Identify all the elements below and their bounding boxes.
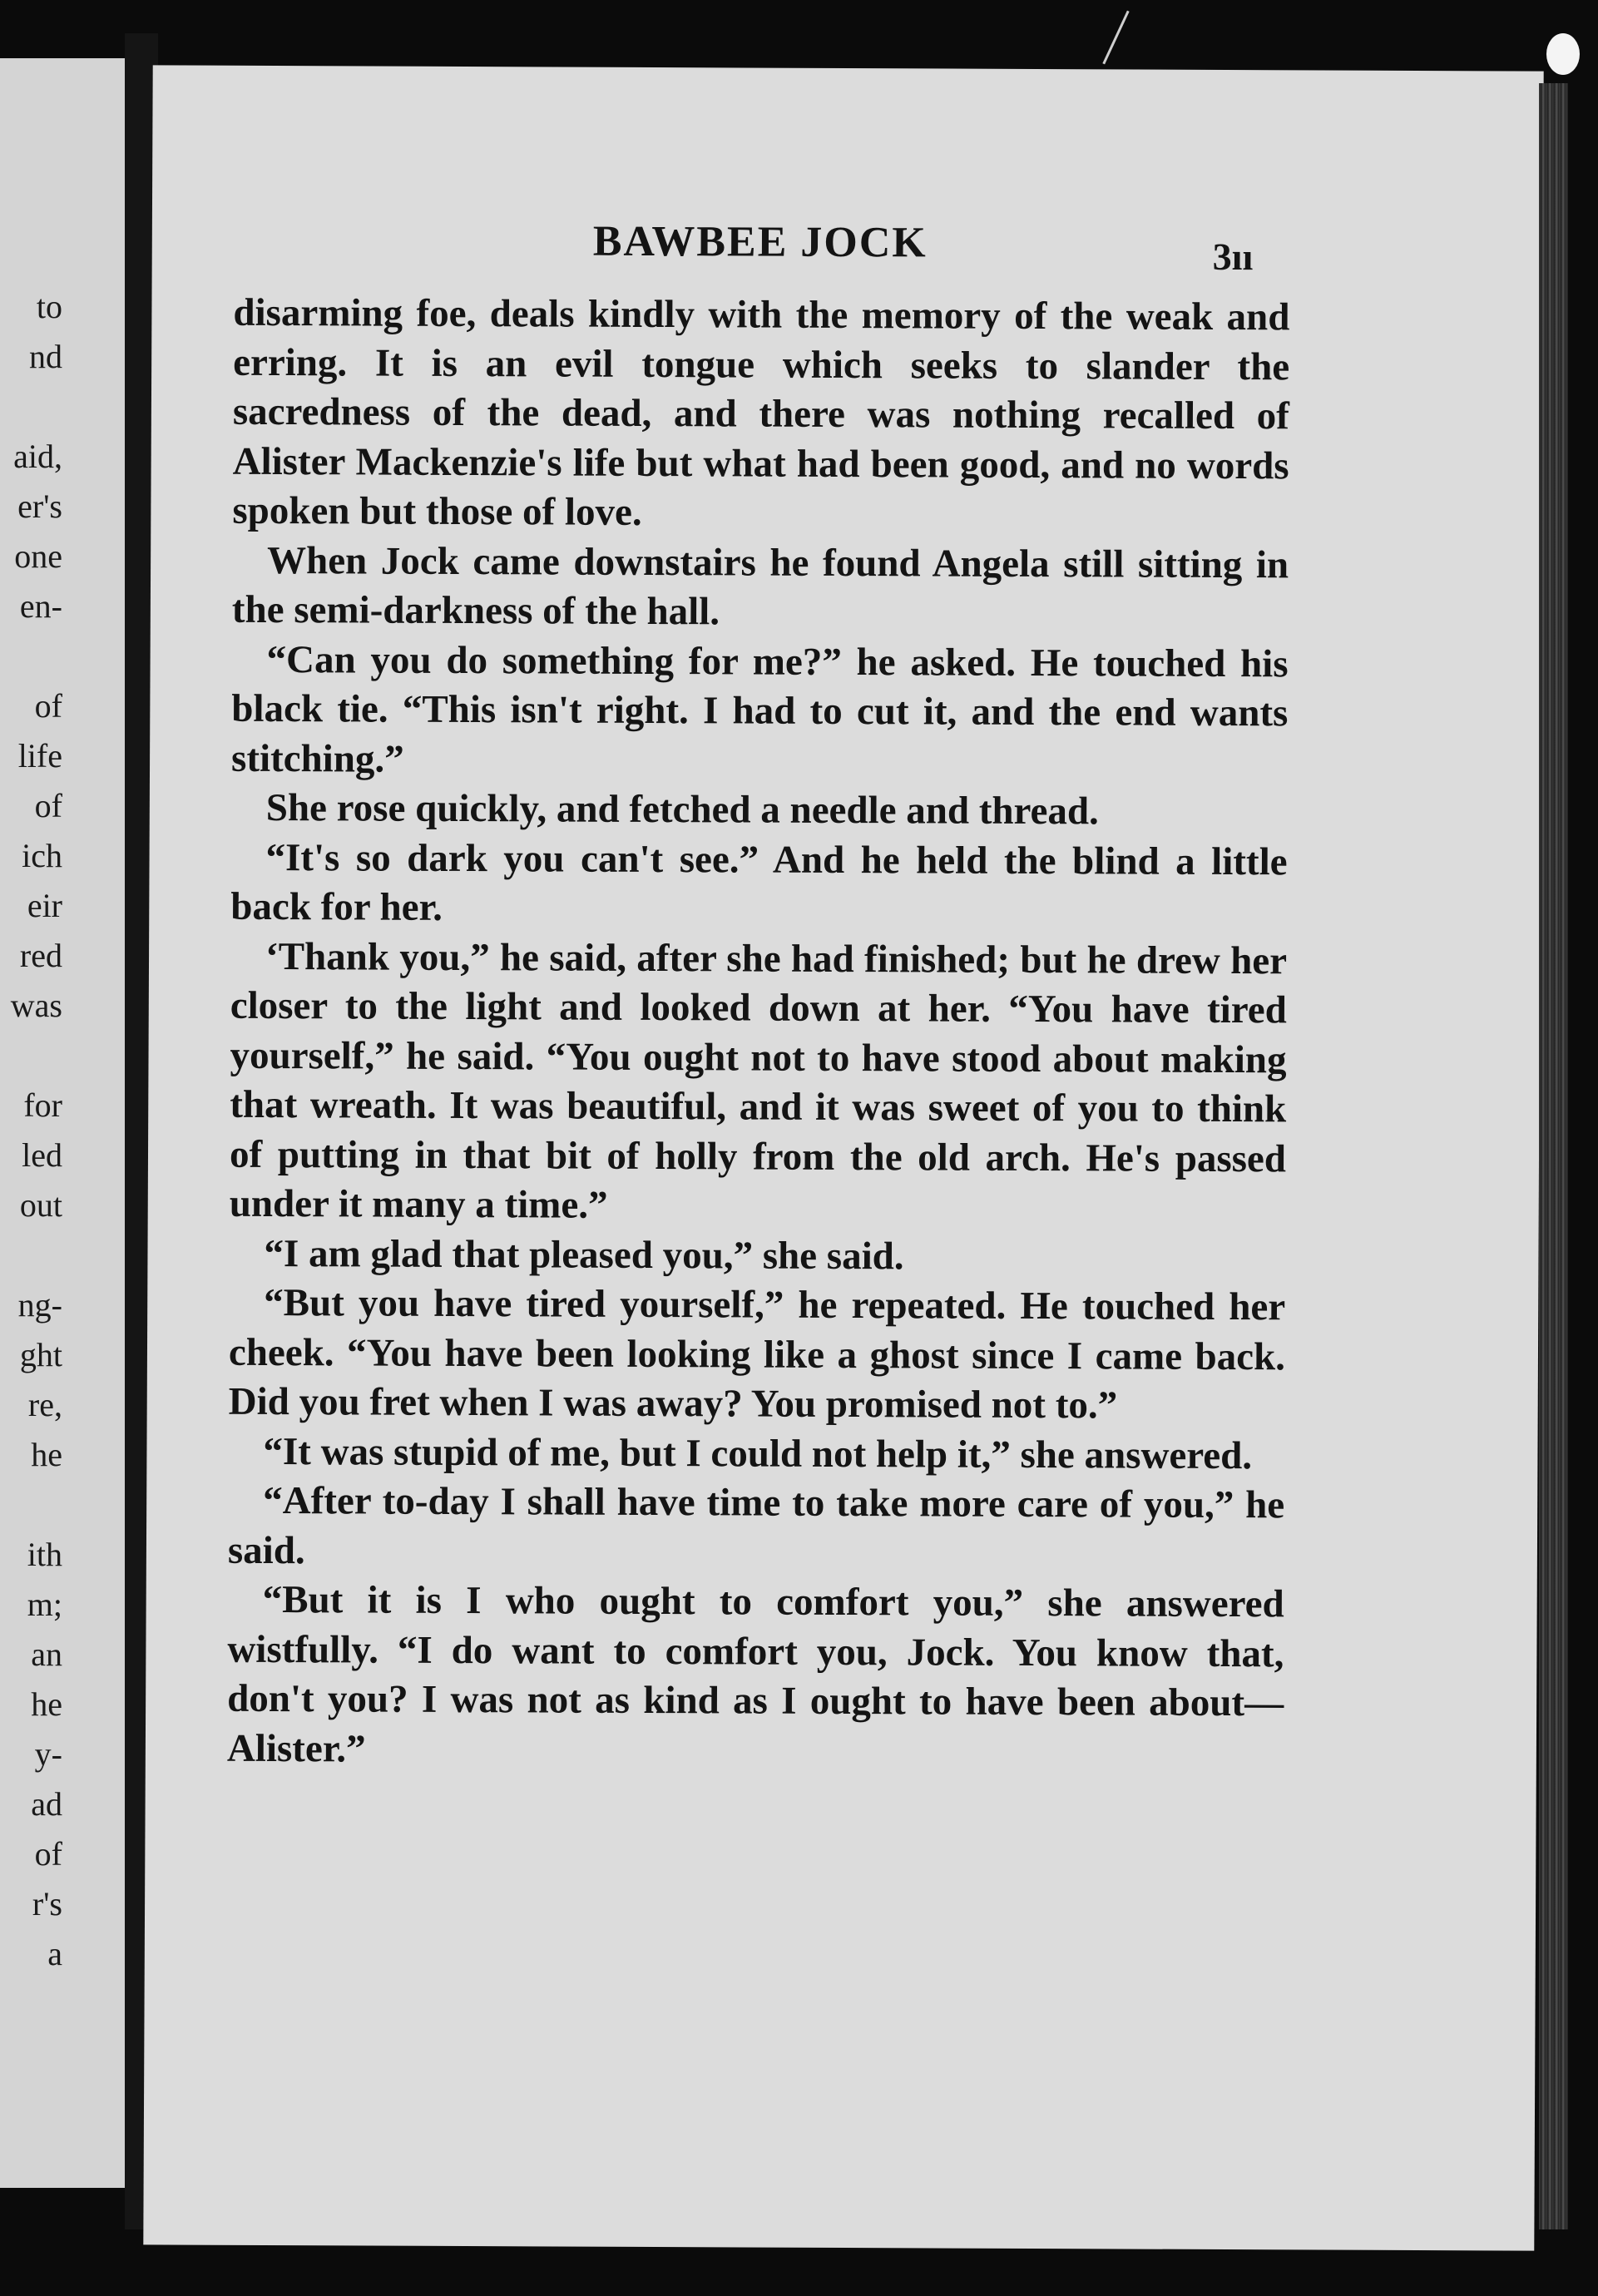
- left-page-fragment: ng-: [17, 1286, 62, 1324]
- paragraph: “After to-day I shall have time to take more care of you,” he said.: [227, 1478, 1285, 1572]
- scan-mark: [1102, 11, 1129, 65]
- left-page-fragment: he: [31, 1685, 62, 1723]
- left-page-fragment: nd: [29, 338, 62, 375]
- paragraph: “But you have tired yourself,” he repeated. He touched her cheek. “You have been looking like a ghost since I came back. Did you fret when I was away? You promised not to.”: [228, 1280, 1286, 1428]
- previous-page-edge: [0, 58, 125, 2188]
- running-head: BAWBEE JOCK: [592, 217, 928, 267]
- left-page-fragment: was: [10, 987, 62, 1024]
- book-page: [143, 65, 1543, 2250]
- left-page-fragment: to: [36, 288, 62, 325]
- left-page-fragment: ad: [31, 1785, 62, 1823]
- paragraph: “Can you do something for me?” he asked. He touched his black tie. “This isn't right. I had to cut it, and the end wants stitching.”: [230, 637, 1289, 781]
- paragraph: “But it is I who ought to comfort you,” she answered wistfully. “I do want to comfort you, Jock. You know that, don't you? I was not as kind as I ought to have been about—Alister.”: [226, 1577, 1284, 1770]
- left-page-fragment: r's: [32, 1885, 62, 1922]
- left-page-fragment: life: [17, 737, 62, 774]
- left-page-fragment: er's: [17, 487, 62, 525]
- left-page-fragment: he: [31, 1436, 62, 1473]
- left-page-fragment: for: [23, 1086, 62, 1124]
- page-block-edge: [1539, 83, 1568, 2229]
- left-page-fragment: eir: [27, 887, 62, 924]
- left-page-fragment: of: [34, 1835, 62, 1873]
- left-page-fragment: ich: [22, 837, 62, 874]
- left-page-fragment: ith: [27, 1536, 62, 1573]
- paragraph: disarming foe, deals kindly with the memory of the weak and erring. It is an evil tongue which seeks to slander the sacredness of the dead, and there was nothing recalled of Alister Mackenzie's life but what had been good, and no words spoken but those of love.: [232, 290, 1290, 534]
- left-page-fragment: of: [34, 787, 62, 824]
- left-page-fragment: an: [31, 1635, 62, 1673]
- paragraph: “I am glad that pleased you,” she said.: [264, 1231, 904, 1278]
- left-page-fragment: led: [22, 1136, 62, 1174]
- left-page-fragment: one: [14, 537, 62, 575]
- page-header: [152, 215, 1543, 287]
- paragraph: “It was stupid of me, but I could not help it,” she answered.: [263, 1429, 1253, 1477]
- left-page-fragment: ght: [19, 1336, 62, 1373]
- paragraph: When Jock came downstairs he found Angela still sitting in the semi-darkness of the hall.: [231, 538, 1289, 634]
- left-page-fragment: of: [34, 687, 62, 725]
- scan-glare: [1546, 33, 1580, 75]
- left-page-fragment: a: [47, 1935, 62, 1972]
- left-page-fragment: out: [19, 1186, 62, 1224]
- left-page-fragment: re,: [27, 1386, 62, 1423]
- left-page-fragment: aid,: [13, 438, 62, 475]
- page-body: [227, 289, 1290, 1779]
- left-page-fragment: red: [19, 937, 62, 974]
- left-page-fragment: y-: [34, 1735, 62, 1773]
- left-page-fragment: m;: [27, 1586, 62, 1623]
- left-page-fragment: en-: [19, 587, 62, 625]
- page-number: 3ıı: [1212, 235, 1254, 279]
- paragraph: “It's so dark you can't see.” And he held the blind a little back for her.: [230, 835, 1288, 929]
- paragraph: ‘Thank you,” he said, after she had finished; but he drew her closer to the light and looked down at her. “You have tired yourself,” he said. “You ought not to have stood about making that wreath. It was beautiful, and it was sweet of you to think of putting in that bit of holly from the old arch. He's passed under it many a time.”: [229, 934, 1288, 1227]
- paragraph: She rose quickly, and fetched a needle and thread.: [265, 785, 1099, 834]
